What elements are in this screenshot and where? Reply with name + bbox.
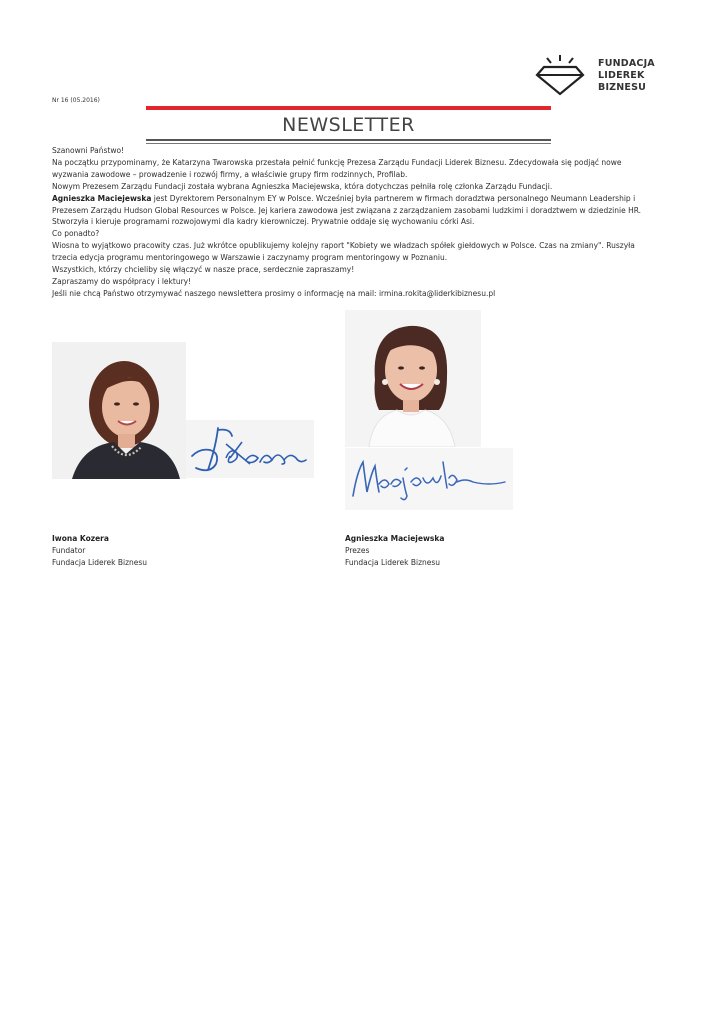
letter-body [52, 145, 642, 300]
signature-maciejewska [345, 448, 513, 510]
paragraph-line: Co ponadto? [52, 229, 100, 239]
signature-kozera [186, 420, 314, 478]
paragraph-text: jest Dyrektorem Personalnym EY w Polsce. Wcześniej była partnerem w firmach doradztwa personalnego Neumann Leadership i [151, 193, 636, 203]
greeting: Szanowni Państwo! [52, 146, 125, 155]
signatory-name: Iwona Kozera [52, 534, 109, 543]
paragraph-line: wyzwania zawodowe – prowadzenie i rozwój firmy, a właściwie grupy firm rodzinnych, Profilab. [52, 169, 408, 179]
signatory-name: Agnieszka Maciejewska [345, 534, 445, 543]
unsubscribe-line: Jeśli nie chcą Państwo otrzymywać naszego newslettera prosimy o informację na mail: irmina.rokita@liderkibiznesu.pl [52, 288, 496, 298]
paragraph-line: trzecia edycja programu mentoringowego w Warszawie i zaczynamy program mentoringowy w Poznaniu. [52, 253, 448, 263]
paragraph-line: Na początku przypominamy, że Katarzyna Twarowska przestała pełnić funkcję Prezesa Zarządu Fundacji Liderek Biznesu. Zdecydowała się podjąć nowe [52, 157, 622, 167]
signatory-role: Prezes [345, 546, 370, 555]
portrait-illustration [345, 310, 481, 447]
diamond-logo-icon [534, 54, 586, 98]
signatory-role: Fundator [52, 546, 86, 555]
logo-wordmark [598, 58, 655, 94]
paragraph-line: Stworzyła i kieruje programami rozwojowymi dla kadry kierowniczej. Prywatnie oddaje się wychowaniu córki Asi. [52, 217, 475, 227]
issue-number: Nr 16 (05.2016) [52, 97, 100, 104]
paragraph-line: Prezesem Zarządu Hudson Global Resources w Polsce. Jej kariera zawodowa jest związana z zarządzaniem zasobami ludzkimi i doradztwem w dziedzinie HR. [52, 205, 642, 215]
signatory-org: Fundacja Liderek Biznesu [52, 558, 148, 567]
portrait-photo-maciejewska [345, 310, 481, 447]
title-rule-top [146, 139, 551, 141]
paragraph-line: Wiosna to wyjątkowo pracowity czas. Już wkrótce opublikujemy kolejny raport "Kobiety we władzach spółek giełdowych w Polsce. Czas na zmiany". Ruszyła [52, 241, 635, 251]
signatory-org: Fundacja Liderek Biznesu [345, 558, 441, 567]
handwritten-signature [345, 448, 513, 510]
newsletter-title: NEWSLETTER [282, 114, 415, 136]
logo-line-3: BIZNESU [598, 82, 647, 93]
signatory-maciejewska [345, 533, 444, 569]
signatory-kozera [52, 533, 147, 569]
foundation-logo [534, 54, 659, 98]
paragraph-line: Wszystkich, którzy chcieliby się włączyć w nasze prace, serdecznie zapraszamy! [52, 265, 355, 275]
handwritten-signature [186, 420, 314, 478]
portrait-photo-kozera [52, 342, 186, 479]
title-accent-bar [146, 106, 551, 110]
title-rule-bottom [146, 143, 551, 144]
paragraph-line: Zapraszamy do współpracy i lektury! [52, 276, 192, 286]
portrait-illustration [52, 342, 186, 479]
logo-line-2: LIDEREK [598, 70, 645, 81]
paragraph-line [52, 193, 636, 205]
president-name-bold: Agnieszka Maciejewska [52, 193, 152, 203]
logo-line-1: FUNDACJA [598, 58, 655, 69]
paragraph-line: Nowym Prezesem Zarządu Fundacji została wybrana Agnieszka Maciejewska, która dotychczas pełniła rolę członka Zarządu Fundacji. [52, 181, 553, 191]
